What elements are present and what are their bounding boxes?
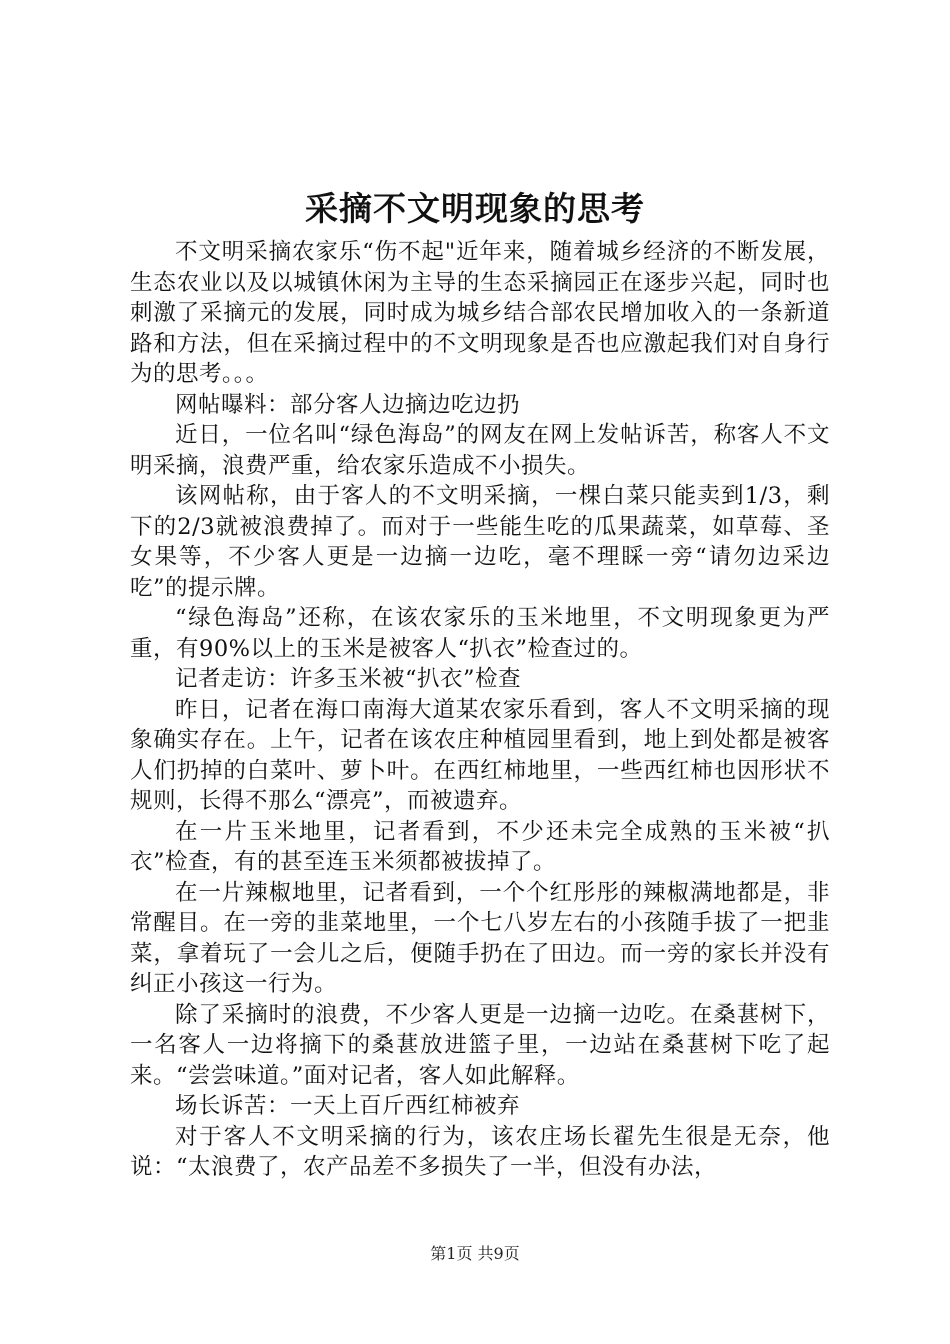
paragraph: 昨日，记者在海口南海大道某农家乐看到，客人不文明采摘的现象确实存在。上午，记者在该农庄种植园里看到，地上到处都是被客人们扔掉的白菜叶、萝卜叶。在西红柿地里，一些西红柿也因形状不规则，长得不那么“漂亮”，而被遗弃。	[130, 696, 830, 814]
section-heading-post: 网帖曝料：部分客人边摘边吃边扔	[175, 391, 521, 418]
section-heading-visit: 记者走访：许多玉米被“扒衣”检查	[175, 666, 522, 692]
paragraph: 近日，一位名叫“绿色海岛”的网友在网上发帖诉苦，称客人不文明采摘，浪费严重，给农家乐造成不小损失。	[130, 422, 830, 479]
paragraph: 该网帖称，由于客人的不文明采摘，一棵白菜只能卖到1/3，剩下的2/3就被浪费掉了。而对于一些能生吃的瓜果蔬菜，如草莓、圣女果等，不少客人更是一边摘一边吃，毫不理睬一旁“请勿边采边吃”的提示牌。	[130, 483, 830, 601]
document-title: 采摘不文明现象的思考	[305, 189, 645, 228]
paragraph: 在一片辣椒地里，记者看到，一个个红彤彤的辣椒满地都是，非常醒目。在一旁的韭菜地里，一个七八岁左右的小孩随手拔了一把韭菜，拿着玩了一会儿之后，便随手扔在了田边。而一旁的家长并没有纠正小孩这一行为。	[130, 879, 830, 997]
paragraph: 对于客人不文明采摘的行为，该农庄场长翟先生很是无奈，他说：“太浪费了，农产品差不多损失了一半，但没有办法，	[130, 1123, 830, 1180]
paragraph: “绿色海岛”还称，在该农家乐的玉米地里，不文明现象更为严重，有90%以上的玉米是被客人“扒衣”检查过的。	[130, 605, 830, 662]
paragraph-intro: 不文明采摘农家乐“伤不起"近年来，随着城乡经济的不断发展，生态农业以及以城镇休闲为主导的生态采摘园正在逐步兴起，同时也刺激了采摘元的发展，同时成为城乡结合部农民增加收入的一条新道路和方法，但在采摘过程中的不文明现象是否也应激起我们对自身行为的思考。。。	[130, 239, 830, 387]
paragraph: 在一片玉米地里，记者看到，不少还未完全成熟的玉米被“扒衣”检查，有的甚至连玉米须都被拔掉了。	[130, 818, 830, 875]
document-body	[130, 237, 830, 1183]
section-heading-complaint: 场长诉苦：一天上百斤西红柿被弃	[175, 1093, 521, 1119]
page-footer: 第1页 共9页	[430, 1244, 520, 1263]
paragraph: 除了采摘时的浪费，不少客人更是一边摘一边吃。在桑葚树下，一名客人一边将摘下的桑葚放进篮子里，一边站在桑葚树下吃了起来。“尝尝味道。”面对记者，客人如此解释。	[130, 1001, 830, 1089]
